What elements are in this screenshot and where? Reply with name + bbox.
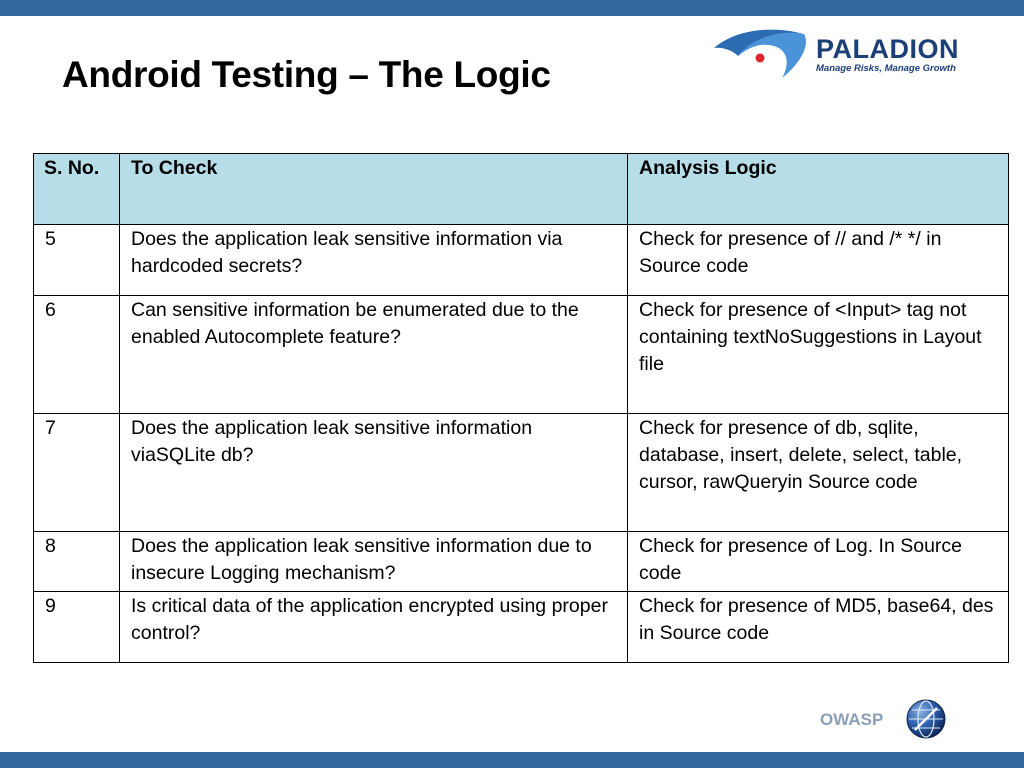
row-number: 8 <box>34 532 120 592</box>
row-logic: Check for presence of db, sqlite, database, insert, delete, select, table, cursor, rawQueryin Source code <box>628 414 1009 532</box>
row-number: 5 <box>34 225 120 296</box>
paladion-swoosh-icon <box>712 26 812 86</box>
row-check: Does the application leak sensitive information viaSQLite db? <box>120 414 628 532</box>
row-number: 6 <box>34 296 120 414</box>
logo-name: PALADION <box>816 34 959 64</box>
header-serial-number: S. No. <box>34 154 120 225</box>
table-row <box>34 296 1009 414</box>
header-analysis-logic: Analysis Logic <box>628 154 1009 225</box>
row-number: 7 <box>34 414 120 532</box>
row-check: Can sensitive information be enumerated due to the enabled Autocomplete feature? <box>120 296 628 414</box>
owasp-label: OWASP <box>820 710 884 729</box>
row-check: Does the application leak sensitive information via hardcoded secrets? <box>120 225 628 296</box>
row-logic: Check for presence of Log. In Source code <box>628 532 1009 592</box>
row-logic: Check for presence of // and /* */ in Source code <box>628 225 1009 296</box>
table-row <box>34 225 1009 296</box>
table-row <box>34 532 1009 592</box>
top-bar <box>0 0 1024 16</box>
row-logic: Check for presence of <Input> tag not containing textNoSuggestions in Layout file <box>628 296 1009 414</box>
row-logic: Check for presence of MD5, base64, des in Source code <box>628 592 1009 663</box>
header-to-check: To Check <box>120 154 628 225</box>
logo-tagline: Manage Risks, Manage Growth <box>816 63 956 74</box>
bottom-bar <box>0 752 1024 768</box>
slide-title: Android Testing – The Logic <box>62 54 551 95</box>
analysis-table <box>33 153 1009 663</box>
table-header-row <box>34 154 1009 225</box>
owasp-globe-icon <box>906 699 946 739</box>
row-check: Is critical data of the application encrypted using proper control? <box>120 592 628 663</box>
paladion-logo <box>712 26 972 86</box>
row-check: Does the application leak sensitive information due to insecure Logging mechanism? <box>120 532 628 592</box>
row-number: 9 <box>34 592 120 663</box>
table-row <box>34 592 1009 663</box>
table-row <box>34 414 1009 532</box>
